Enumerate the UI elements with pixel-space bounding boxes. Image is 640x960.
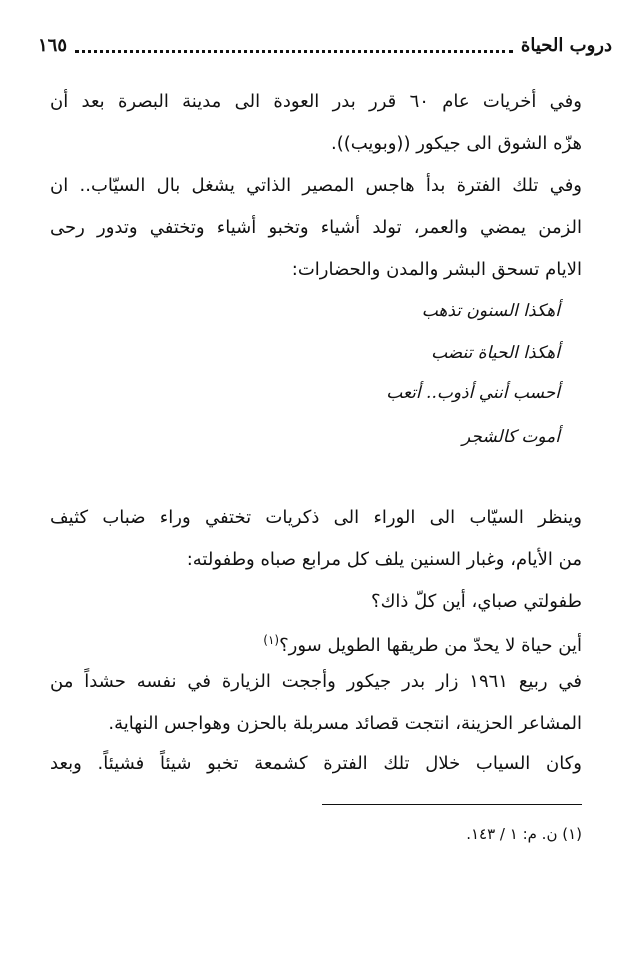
leader-dots [75,50,513,53]
paragraph-line: الايام تسحق البشر والمدن والحضارات: [291,259,582,280]
page-header [38,30,612,60]
poem-verse: أموت كالشجر [462,427,560,447]
paragraph-line [50,626,582,660]
footnote-reference: (١) [263,633,280,647]
poem-verse: أهكذا السنون تذهب [421,301,560,321]
paragraph-line: طفولتي صباي، أين كلّ ذاك؟ [371,591,582,612]
paragraph-text: أين حياة لا يحدّ من طريقها الطويل سور؟ [279,635,582,656]
paragraph-line: المشاعر الحزينة، انتجت قصائد مسربلة بالحزن وهواجس النهاية. [108,713,582,734]
paragraph-line: وينظر السيّاب الى الوراء الى ذكريات تختفي وراء ضباب كثيف [50,507,582,528]
paragraph-line: وفي أخريات عام ٦٠ قرر بدر العودة الى مدينة البصرة بعد أن [50,91,582,112]
footnote: (١) ن. م: ١ / ١٤٣. [466,825,582,843]
running-title: دروب الحياة [520,34,612,56]
paragraph-line: الزمن يمضي والعمر، تولد أشياء وتخبو أشياء وتختفي وتدور رحى [50,217,582,238]
footnote-divider [322,804,582,805]
paragraph-line: من الأيام، وغبار السنين يلف كل مرابع صباه وطفولته: [186,549,582,570]
poem-verse: أهكذا الحياة تنضب [431,343,560,363]
paragraph-line: هزّه الشوق الى جيكور ((وبويب)). [330,133,582,154]
paragraph-line: وفي تلك الفترة بدأ هاجس المصير الذاتي يشغل بال السيّاب.. ان [50,175,582,196]
paragraph-line: في ربيع ١٩٦١ زار بدر جيكور وأججت الزيارة في نفسه حشداً من [50,671,583,692]
poem-verse: أحسب أنني أذوب.. أتعب [386,383,560,403]
page-number: ١٦٥ [38,34,68,56]
paragraph-line: وكان السياب خلال تلك الفترة كشمعة تخبو شيئاً فشيئاً. وبعد [50,753,582,774]
